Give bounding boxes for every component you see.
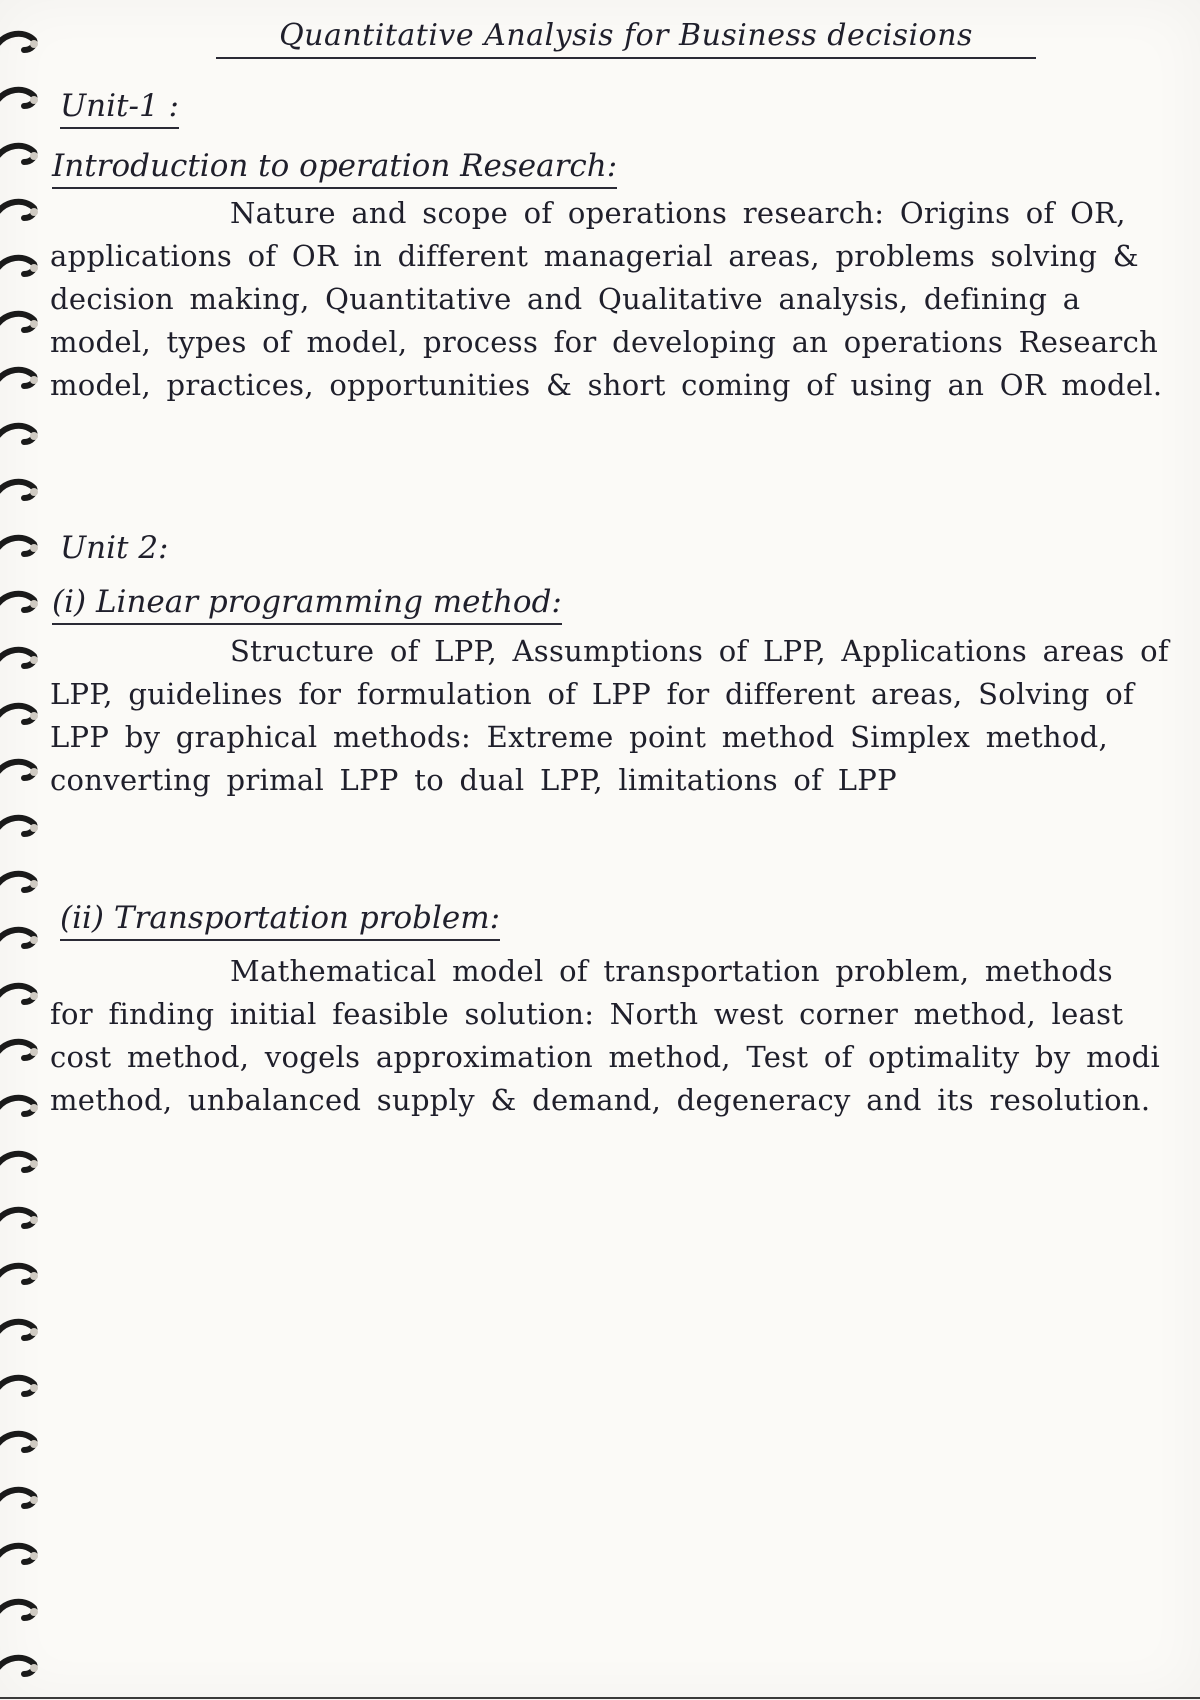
spiral-ring (0, 252, 38, 282)
spiral-ring (0, 196, 38, 226)
spiral-ring (0, 308, 38, 338)
unit1-topic: Introduction to operation Research: (52, 148, 617, 184)
spiral-ring (0, 1316, 38, 1346)
spiral-ring (0, 84, 38, 114)
spiral-ring (0, 140, 38, 170)
spiral-ring (0, 1372, 38, 1402)
spiral-ring (0, 364, 38, 394)
spiral-ring (0, 924, 38, 954)
spiral-ring (0, 476, 38, 506)
spiral-ring (0, 1484, 38, 1514)
spiral-ring (0, 420, 38, 450)
spiral-ring (0, 1092, 38, 1122)
spiral-ring (0, 980, 38, 1010)
spiral-ring (0, 1540, 38, 1570)
spiral-ring (0, 28, 38, 58)
spiral-ring (0, 1204, 38, 1234)
page-title: Quantitative Analysis for Business decisions (216, 18, 1036, 59)
unit2-section2-topic: (ii) Transportation problem: (60, 900, 500, 936)
spiral-ring (0, 700, 38, 730)
unit1-label: Unit-1 : (60, 88, 179, 124)
spiral-binding (0, 0, 56, 1700)
page-bottom-edge (0, 1697, 1200, 1699)
spiral-ring (0, 1596, 38, 1626)
spiral-ring (0, 532, 38, 562)
spiral-ring (0, 1428, 38, 1458)
spiral-ring (0, 868, 38, 898)
spiral-ring (0, 1036, 38, 1066)
spiral-ring (0, 644, 38, 674)
unit2-section1-topic: (i) Linear programming method: (52, 584, 562, 620)
unit2-section1-text: Structure of LPP, Assumptions of LPP, Applications areas of LPP, guidelines for formulation of LPP for different areas, Solving of LPP by graphical methods: Extreme point method Simplex method, converting primal LPP to dual LPP, limitations of LPP (50, 634, 1169, 797)
page-content (50, 0, 1176, 1700)
spiral-ring (0, 756, 38, 786)
spiral-ring (0, 1260, 38, 1290)
spiral-ring (0, 588, 38, 618)
unit2-section2-text: Mathematical model of transportation problem, methods for finding initial feasible solution: North west corner method, least cost method, vogels approximation method, Test of optimality by modi method, unbalanced supply & demand, degeneracy and its resolution. (50, 954, 1161, 1117)
spiral-ring (0, 1148, 38, 1178)
unit1-text: Nature and scope of operations research: Origins of OR, applications of OR in different managerial areas, problems solving & decision making, Quantitative and Qualitative analysis, defining a model, types of model, process for developing an operations Research model, practices, opportunities & short coming of using an OR model. (50, 196, 1163, 402)
spiral-ring (0, 812, 38, 842)
unit2-label: Unit 2: (60, 530, 169, 566)
spiral-ring (0, 1652, 38, 1682)
